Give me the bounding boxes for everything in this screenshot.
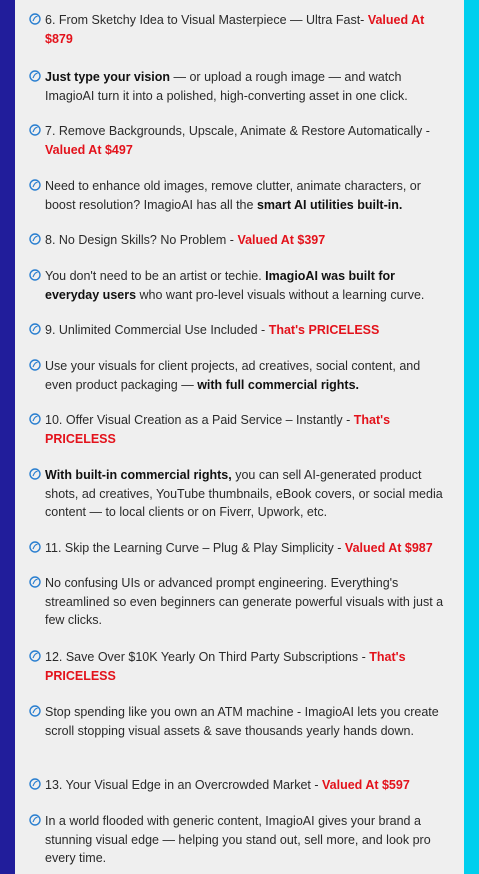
list-item: With built-in commercial rights, you can sell AI-generated product shots, ad creatives, YouTube thumbnails, eBook covers, or social media content — to local clients or on Fiverr, Upwork, etc. [45,466,445,522]
list-item: Just type your vision — or upload a rough image — and watch ImagioAI turn it into a polished, high-converting asset in one click. [45,68,445,105]
feather-bullet-icon [29,359,41,371]
list-item: Need to enhance old images, remove clutter, animate characters, or boost resolution? ImagioAI has all the smart AI utilities built-in. [45,177,445,214]
list-item: In a world flooded with generic content, ImagioAI gives your brand a stunning visual edge — helping you stand out, sell more, and look pro every time. [45,812,445,868]
feather-bullet-icon [29,541,41,553]
list-item: 11. Skip the Learning Curve – Plug & Play Simplicity - Valued At $987 [45,539,445,558]
left-accent-bar [0,0,15,874]
feather-bullet-icon [29,13,41,25]
feather-bullet-icon [29,814,41,826]
list-item: You don't need to be an artist or techie. ImagioAI was built for everyday users who want pro-level visuals without a learning curve. [45,267,445,304]
feather-bullet-icon [29,70,41,82]
feather-bullet-icon [29,269,41,281]
list-item: Stop spending like you own an ATM machine - ImagioAI lets you create scroll stopping visual assets & save thousands yearly hands down. [45,703,445,740]
feather-bullet-icon [29,179,41,191]
list-item: 7. Remove Backgrounds, Upscale, Animate & Restore Automatically - Valued At $497 [45,122,445,159]
feather-bullet-icon [29,323,41,335]
list-item: 12. Save Over $10K Yearly On Third Party Subscriptions - That's PRICELESS [45,648,445,685]
feather-bullet-icon [29,468,41,480]
feather-bullet-icon [29,778,41,790]
feather-bullet-icon [29,233,41,245]
list-item: Use your visuals for client projects, ad creatives, social content, and even product packaging — with full commercial rights. [45,357,445,394]
list-item: 8. No Design Skills? No Problem - Valued At $397 [45,231,445,250]
feature-list [15,0,464,874]
feather-bullet-icon [29,705,41,717]
feather-bullet-icon [29,413,41,425]
feather-bullet-icon [29,576,41,588]
list-item: 9. Unlimited Commercial Use Included - That's PRICELESS [45,321,445,340]
feather-bullet-icon [29,124,41,136]
list-item: 10. Offer Visual Creation as a Paid Service – Instantly - That's PRICELESS [45,411,445,448]
right-accent-bar [464,0,479,874]
list-item: 6. From Sketchy Idea to Visual Masterpiece — Ultra Fast- Valued At $879 [45,11,445,48]
list-item: No confusing UIs or advanced prompt engineering. Everything's streamlined so even beginners can generate powerful visuals with just a few clicks. [45,574,445,630]
feather-bullet-icon [29,650,41,662]
list-item: 13. Your Visual Edge in an Overcrowded Market - Valued At $597 [45,776,445,795]
